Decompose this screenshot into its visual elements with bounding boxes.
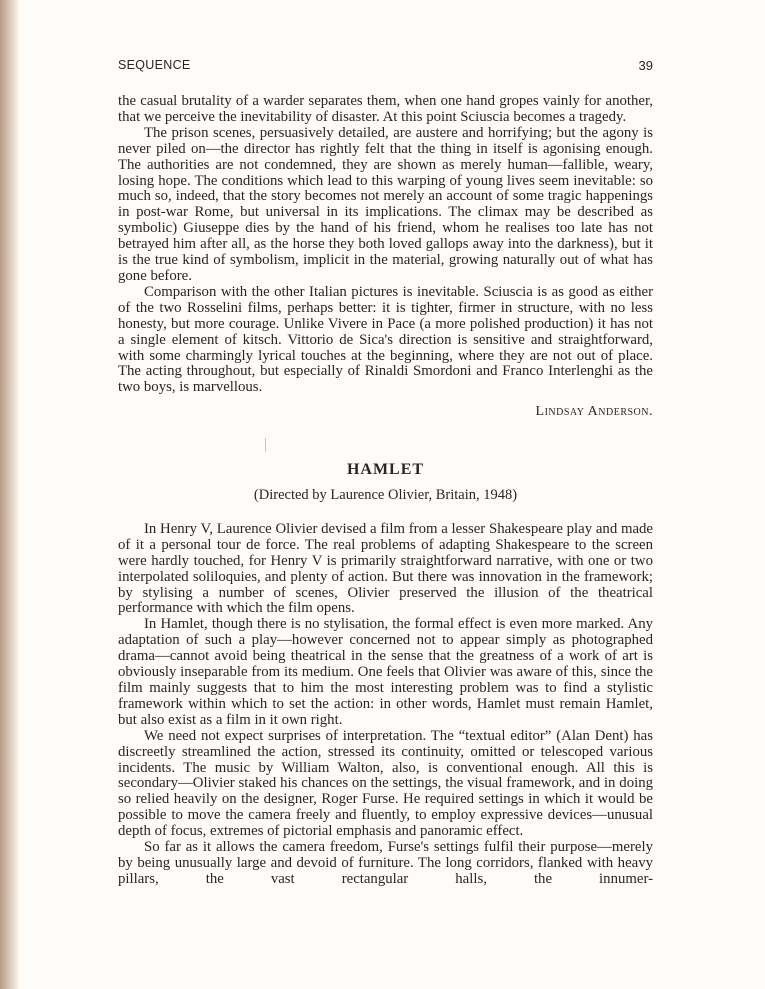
paragraph: The prison scenes, persuasively detailed, are austere and horrifying; but the agony is never piled on—the director has rightly felt that the thing in itself is agonising enough. The authorities are not condemned, they are shown as merely human—fallible, weary, losing hope. The conditions which lead to this warping of young lives seem inevitable: so much so, indeed, that the story becomes not merely an account of some tragic happenings in post-war Rome, but universal in its implications. The climax may be described as symbolic) Giuseppe dies by the hand of his friend, whom he realises too late has not betrayed him after all, as the horse they both loved gallops away into the darkness), but it is the true kind of symbolism, implicit in the material, growing naturally out of what has gone before.: [118, 124, 653, 284]
page-header: [118, 58, 653, 76]
page-body: [118, 94, 653, 888]
paragraph: the casual brutality of a warder separates them, when one hand gropes vainly for another, that we perceive the inevitability of disaster. At this point Sciuscia becomes a tragedy.: [118, 93, 653, 125]
review-hamlet: [118, 462, 653, 888]
review-sciuscia: [118, 94, 653, 420]
page-binding-edge: [0, 0, 20, 989]
page-number: 39: [638, 58, 653, 73]
running-head: SEQUENCE: [118, 58, 191, 72]
article-subtitle: (Directed by Laurence Olivier, Britain, 1948): [253, 487, 518, 504]
paragraph: So far as it allows the camera freedom, Furse's settings fulfil their purpose—merely by being unusually large and devoid of furniture. The long corridors, flanked with heavy pillars, the vast rectangular halls, the innumer-: [118, 839, 653, 887]
author-byline: Lindsay Anderson.: [535, 404, 653, 420]
paragraph: Comparison with the other Italian pictures is inevitable. Sciuscia is as good as either of the two Rosselini films, perhaps better: it is tighter, firmer in structure, with no less honesty, but more courage. Unlike Vivere in Pace (a more polished production) it has not a single element of kitsch. Vittorio de Sica's direction is sensitive and straightforward, with some charmingly lyrical touches at the beginning, where they are not out of place. The acting throughout, but especially of Rinaldi Smordoni and Franco Interlenghi as the two boys, is marvellous.: [118, 283, 653, 396]
paragraph: In Henry V, Laurence Olivier devised a film from a lesser Shakespeare play and made of it a personal tour de force. The real problems of adapting Shakespeare to the screen were hardly touched, for Henry V is primarily straightforward narrative, with one or two interpolated soliloquies, and plenty of action. But there was innovation in the framework; by stylising a number of scenes, Olivier preserved the illusion of the theatrical performance with which the film opens.: [118, 520, 653, 617]
paragraph: We need not expect surprises of interpretation. The “textual editor” (Alan Dent) has discreetly streamlined the action, stressed its continuity, omitted or telescoped various incidents. The music by William Walton, also, is conventional enough. All this is secondary—Olivier staked his chances on the settings, the visual framework, and in doing so relied heavily on the designer, Roger Furse. He required settings in which it would be possible to move the camera freely and fluently, to employ expressive devices—unusual depth of focus, extremes of pictorial emphasis and panoramic effect.: [118, 727, 653, 840]
paragraph: In Hamlet, though there is no stylisation, the formal effect is even more marked. Any adaptation of such a play—however concerned not to appear simply as photographed drama—cannot avoid being theatrical in the sense that the greatness of a work of art is obviously inseparable from its medium. One feels that Olivier was aware of this, since the film mainly suggests that to him the most interesting problem was to find a stylistic framework within which to set the action: in other words, Hamlet must remain Hamlet, but also exist as a film in it own right.: [118, 616, 653, 728]
article-title: HAMLET: [346, 461, 425, 479]
